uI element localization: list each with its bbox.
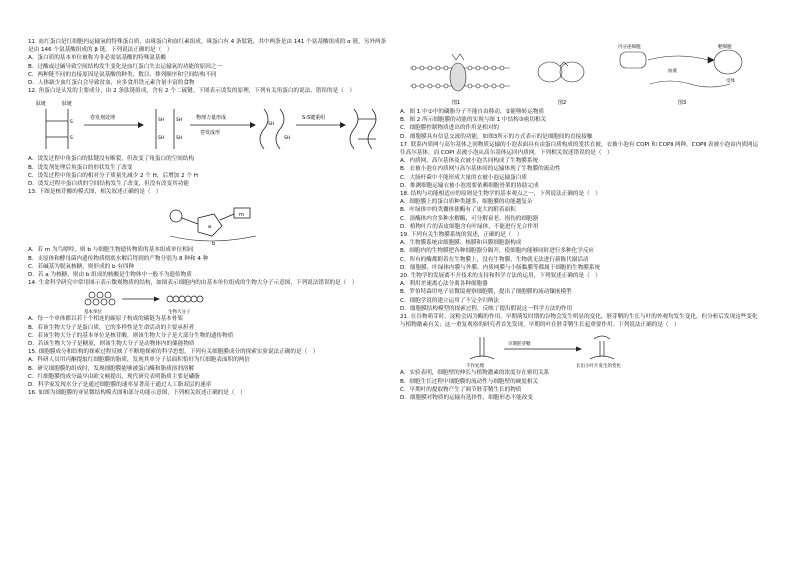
option-d: D．细胞膜具有信息交流的功能，如图3所示的方式表示的是细胞间的直接接触 <box>400 133 593 140</box>
bond-s: S <box>70 120 73 126</box>
option-c: C．大肠杆菌中不能形成大量的衣被小泡运输蛋白质 <box>400 174 527 181</box>
option-a: A．内质网、高尔基体及衣被小泡共同构成了生物膜系统 <box>400 158 539 165</box>
bond-line <box>220 214 234 220</box>
sugar-label-a: a <box>208 224 212 231</box>
question-17 <box>400 141 762 190</box>
question-11 <box>28 38 390 87</box>
option-d: D．烫发过程中蛋白质的空间结构发生了改变，但没有改变其功能 <box>28 181 189 188</box>
chain-pair-curled <box>260 109 284 149</box>
option-c: C．两种链不同的直接原因是氨基酸的种类、数目、排列顺序和空间结构不同 <box>28 71 217 78</box>
option-c: C．红细胞膜的成分最早由欧文顿提出，现代研究表明脂质主要是磷脂 <box>28 373 200 380</box>
step2-label: 物理力量形成 <box>196 115 227 122</box>
right-column <box>400 38 762 402</box>
receptor-label: 受体 <box>726 79 735 84</box>
option-a: A．利用差速离心法分离各种细胞器 <box>400 281 488 288</box>
figure-1-tag: 图1 <box>452 100 461 106</box>
coleoptile-left <box>470 337 494 359</box>
option-c: C．细胞膜控制物质进出的作用是相对的 <box>400 125 500 132</box>
question-20 <box>400 272 762 313</box>
option-b: B．细胞生长过程中细胞膜的流动性与细胞壁的硬度相关 <box>400 378 539 385</box>
sh-label: SH <box>176 118 183 124</box>
option-c: C．所有的酶都附着在生物膜上，没有生物膜，生物就无法进行新陈代谢活动 <box>400 256 589 263</box>
figure-2-cells <box>538 62 584 82</box>
question-19 <box>400 231 762 272</box>
membrane-figures <box>400 38 762 108</box>
sh-label: SH <box>158 118 165 124</box>
option-d: D．若该生物大分子是糖原，则该生物大分子是动物体内的储能物质 <box>28 341 195 348</box>
option-b: B．细胞内的生物膜把各种细胞器分隔开，使细胞内能够同时进行多种化学反应 <box>400 248 595 255</box>
option-d: D．细胞膜对物质的运输有选择性，细胞形态不能改变 <box>400 395 533 402</box>
question-stem: 16. 如图为细胞膜的亚显微结构模式图和部分功能示意图，下列相关叙述正确的是（ ） <box>28 390 246 397</box>
chain-label-b: 肽链 <box>62 101 73 108</box>
bond-s: S <box>70 136 73 142</box>
arrowhead-icon <box>576 347 582 352</box>
step1-label: 卷发剂处理 <box>90 115 116 122</box>
figure-3-signalling <box>620 50 742 87</box>
polymer-chain <box>167 296 203 302</box>
arrowhead-icon <box>138 122 144 128</box>
monomer-cluster <box>85 292 115 305</box>
figure-3-tag: 图3 <box>678 100 687 106</box>
blood-label: 血液 <box>668 69 677 74</box>
base-label-m: m <box>239 212 244 219</box>
option-b: B．叶绿体中的类囊体使酶有了更大的附着面积 <box>400 207 516 214</box>
question-18 <box>400 190 762 231</box>
option-b: B．衣被小泡在内质网与高尔基体间的运输体现了生物膜的流动性 <box>400 166 561 173</box>
question-stem: 18. 结构与功能相适应的原则是生物学的基本观点之一，下列说法正确的是（ ） <box>400 191 601 198</box>
nucleotide-diagram <box>28 196 390 246</box>
caption-untreated: 不作处理 <box>466 364 484 370</box>
option-d: D．若 a 为核糖，则由 b 组成的核酸是生物体中一般不为遗传物质 <box>28 272 192 279</box>
question-stem: 19. 下列有关生物膜系统的叙述，正确的是（ ） <box>400 232 523 239</box>
question-stem: 15. 细胞膜成分和结构的探索过程反映了不断地探索的科学思想。下列有关细胞膜成分的探索实验说法正确的是（ ） <box>28 349 319 356</box>
option-b: B．烫发剂处理后角蛋白的形状发生了改变 <box>28 164 133 171</box>
nucleotide-label-b: b <box>212 241 216 247</box>
step3-label: S-S键重组 <box>302 115 326 122</box>
option-d: D．细胞膜结构模型的探索过程，反映了提出假说这一科学方法的作用 <box>400 305 573 312</box>
option-d: D．植物叶片的表皮细胞含有叶绿体，不能进行光合作用 <box>400 223 539 230</box>
arrowhead-icon <box>154 297 160 302</box>
coleoptile-right <box>590 336 614 359</box>
chain-pair-separated <box>156 109 174 149</box>
option-b: B．若该生物大分子是蛋白质，它的多样性是生命活动的主要承担者 <box>28 324 195 331</box>
chain-pair-initial <box>46 109 68 149</box>
option-a: A．若 m 为鸟嘌呤，则 b 与细胞生物遗传物质的基本组成单位相同 <box>28 247 194 254</box>
option-a: A．科研人员用丙酮提取红细胞膜的脂质，发现其单分子层面积恰好为红细胞表面积的两倍 <box>28 357 250 364</box>
arrowhead-icon <box>340 122 346 128</box>
option-c: C．烫发过程中角蛋白的相对分子质量先减少 2 个 H，后增加 2 个 H <box>28 172 198 179</box>
question-stem: 13. 下图是核苷酸的模式图，相关叙述正确的是（ ） <box>28 189 162 196</box>
target-label: 靶细胞 <box>718 45 732 50</box>
sh-label: SH <box>176 136 183 142</box>
option-c: C．溶酶体内含多种水解酶，可分解衰老、损伤的细胞器 <box>400 215 539 222</box>
caption-early: 早期胚芽鞘 <box>508 342 531 348</box>
option-c: C．若碱基为脱氧核糖，则形成的 b 有四种 <box>28 263 135 270</box>
question-16-continued <box>400 38 762 141</box>
arrowhead-icon <box>250 122 256 128</box>
option-c: C．早期叶的提取物产生了调节胚芽鞘生长的物质 <box>400 386 522 393</box>
figure-1-membrane <box>410 54 510 91</box>
question-stem: 20. 生物学的发展离不开技术的支持和科学方法的运用，下列叙述正确的是（ ） <box>400 273 601 280</box>
question-14 <box>28 279 390 348</box>
option-d: D．推测细胞运输衣被小泡需要依赖细胞骨架的协助完成 <box>400 182 539 189</box>
question-13 <box>28 188 390 279</box>
option-d: D．科学家发现水分子是通过细胞膜的速率显著高于通过人工脂双层的速率 <box>28 382 212 389</box>
option-c: C．细胞学说的建立运用了不完全归纳法 <box>400 297 500 304</box>
option-b: B．罗伯特森用电子显微镜观察细胞膜，提出了细胞膜的流动镶嵌模型 <box>400 289 572 296</box>
question-stem: 14. 生命科学研究中常用图示表示微观物质的结构，如图表示细胞内的由基本单位组成的生物大分子示意图，下列说法错误的是（ ） <box>28 280 358 287</box>
option-a: A．烫发过程中角蛋白的肽键没有断裂，但改变了角蛋白的空间结构 <box>28 156 195 163</box>
option-d: D．人体缺少血红蛋白会导致贫血，应多食用铁元素含量丰富的食物 <box>28 80 195 87</box>
question-stem: 21. 在谷物萌芽时，淀粉会因为酶的作用，早期萌发时期的谷物会发生明显的变化，胚芽鞘的生长与叶的外观均发生变化，但分析后发现这些变化与植物激素有关；这一重复观察的研究者首先发现，早期的叶在胚芽鞘生长起重要作用。下列说法正确的是（ ） <box>400 314 758 329</box>
option-b: B．支原体和酵母菌内遗传物质彻底水解后得到的产物分别为 8 种和 4 种 <box>28 255 209 262</box>
option-c: C．若该生物大分子的基本单位是核苷酸，则该生物大分子是大部分生物的遗传物质 <box>28 332 234 339</box>
sh-label: SH <box>268 122 275 128</box>
chain-pair-final <box>350 109 376 149</box>
option-d: D．细胞膜、叶绿体内膜与外膜、内质网膜与小肠黏膜等都属于细胞的生物膜系统 <box>400 264 601 271</box>
bond-line <box>182 218 198 224</box>
question-stem: 12. 角蛋白是头发的主要成分，由 2 条肽链组成，含有 2 个二硫键。下图表示烫发的原理，下列有关角蛋白的说法，错误的是（ ） <box>28 88 355 95</box>
question-15 <box>28 348 390 389</box>
option-a: A．图 1 中①中的磷脂分子不能自由移动，②能够转运物质 <box>400 109 545 115</box>
option-a: A．实验表明，细胞壁的伸长与植物激素的浓度存在密切关系 <box>400 370 550 377</box>
step2b-label: 卷发成形 <box>200 130 221 137</box>
option-b: B．研究细胞膜的组成时，发现细胞膜能够被蛋白酶和脂质溶剂溶解 <box>28 365 195 372</box>
question-21 <box>400 313 762 402</box>
option-a: A．细胞膜上的蛋白质种类越多，细胞膜的功能越复杂 <box>400 199 533 206</box>
sh-label: SH <box>158 136 165 142</box>
perm-diagram <box>28 95 390 155</box>
sh-label: SH <box>284 136 291 142</box>
polymer-diagram <box>28 287 390 315</box>
question-stem: 11. 血红蛋白是红细胞内运输氧的特殊蛋白质，由珠蛋白和血红素组成。珠蛋白有 4 条肽链，其中两条是由 141 个氨基酸组成的 α 链，另外两条是由 146 个氨基酸组成的 β 链。下列说法正确的是（ ） <box>28 39 387 54</box>
option-a: A．生物膜系统由细胞膜、核膜和具膜细胞器构成 <box>400 240 522 247</box>
polymer-label: 生物大分子 <box>168 310 191 316</box>
option-a: A．蛋白质的基本单位被称为非必需氨基酸的特殊氨基酸 <box>28 55 167 62</box>
monomer-label: 基本单位 <box>84 310 102 316</box>
left-column <box>28 38 390 397</box>
option-b: B．过酸或过碱导致空间结构发生变化是血红蛋白失去运输氧的功能的原因之一 <box>28 63 223 70</box>
option-b: B．图 2 所示细胞膜的功能的实现与图 1 中结构③密切相关 <box>400 117 547 124</box>
chain-label-a: 肽链 <box>36 101 47 108</box>
question-stem: 17. 联系内质网与高尔基体之间物质运输的小泡表面具有由蛋白质构成的笼状衣被，衣被小泡有 COPⅠ 和 COPⅡ 两种。COPⅡ 表被小泡由内质网运往高尔基体，而 COPⅠ 表被小泡从高尔基体运回内质网。下列相关叙述错误的是（ ） <box>400 141 759 157</box>
endocrine-label: 内分泌细胞 <box>618 45 641 50</box>
caption-leaf: 长出小叶片发生的变化 <box>576 364 621 370</box>
coleoptile-figure <box>400 329 762 369</box>
option-a: A．每一个单体都以若干个相连的碳原子构成的碳链为基本骨架 <box>28 316 183 323</box>
figure-2-tag: 图2 <box>558 100 567 106</box>
question-12 <box>28 87 390 188</box>
phosphate-circle <box>170 210 182 222</box>
question-16 <box>28 389 390 397</box>
